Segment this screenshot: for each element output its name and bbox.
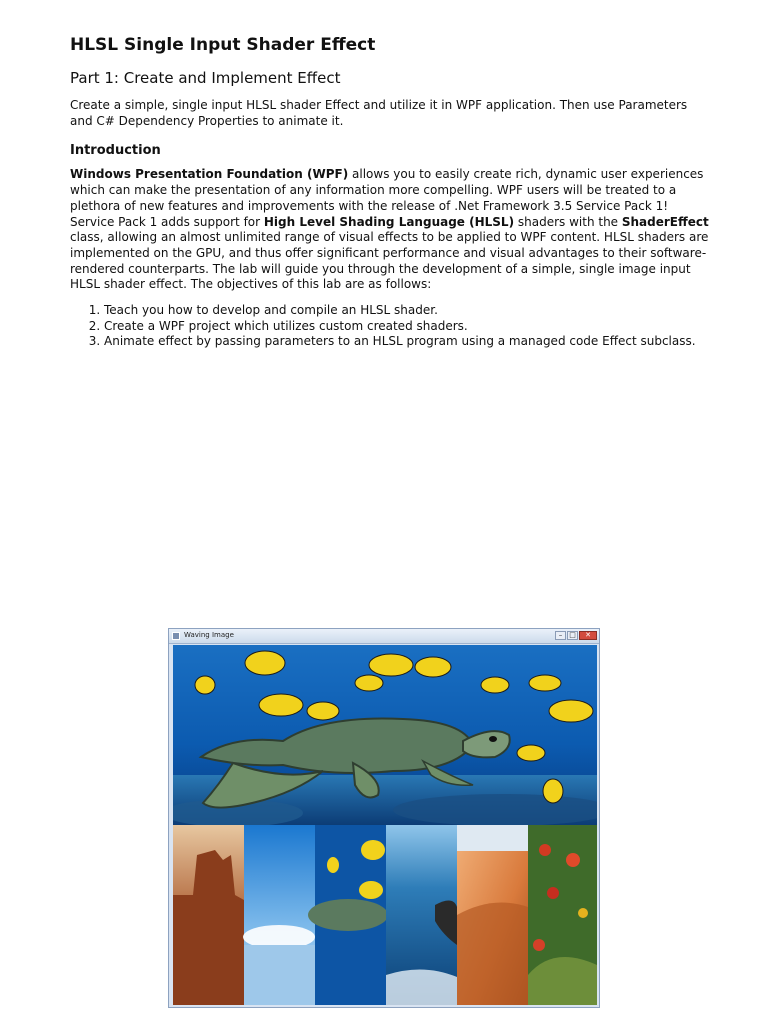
- body-text-3: class, allowing an almost unlimited range of visual effects to be applied to WPF content. HLSL shaders are implemented on the GPU, and thus offer significant performance and visual advantages to their software-rendered counterparts. The lab will guide you through the development of a simple, single image input HLSL shader effect. The objectives of this lab are as follows:: [70, 230, 709, 292]
- introduction-heading: Introduction: [70, 143, 161, 159]
- minimize-button[interactable]: –: [555, 631, 566, 640]
- image-canvas: [173, 645, 597, 1005]
- underwater-scene: [173, 645, 597, 1005]
- wpf-term: Windows Presentation Foundation (WPF): [70, 167, 349, 182]
- shadereffect-term: ShaderEffect: [621, 214, 709, 229]
- hlsl-term: High Level Shading Language (HLSL): [263, 214, 515, 229]
- list-item: 1. Teach you how to develop and compile an HLSL shader.: [104, 303, 710, 319]
- part-heading: Part 1: Create and Implement Effect: [70, 69, 341, 87]
- window-title: Waving Image: [184, 631, 234, 639]
- app-icon: [172, 632, 180, 640]
- maximize-button[interactable]: □: [567, 631, 578, 640]
- body-text-1: allows you to easily create rich, dynamic user experiences which can make the presentation of any information more compelling. WPF users will be treated to a plethora of new features and improvements with the release of .Net Framework 3.5 Service Pack 1! Service Pack 1 adds support for: [70, 167, 704, 229]
- list-item: 3. Animate effect by passing parameters to an HLSL program using a managed code Effect subclass.: [104, 334, 710, 350]
- body-text-2: shaders with the: [514, 214, 622, 229]
- body-paragraph: [70, 167, 710, 293]
- list-item: 2. Create a WPF project which utilizes custom created shaders.: [104, 319, 710, 335]
- waving-image-window: [168, 628, 600, 1008]
- window-titlebar[interactable]: [169, 629, 599, 644]
- intro-paragraph: Create a simple, single input HLSL shader Effect and utilize it in WPF application. Then use Parameters and C# Dependency Properties to animate it.: [70, 98, 688, 128]
- page-title: HLSL Single Input Shader Effect: [70, 35, 376, 55]
- close-button[interactable]: ✕: [579, 631, 597, 640]
- document-page: [70, 34, 710, 350]
- objectives-list: [70, 303, 710, 350]
